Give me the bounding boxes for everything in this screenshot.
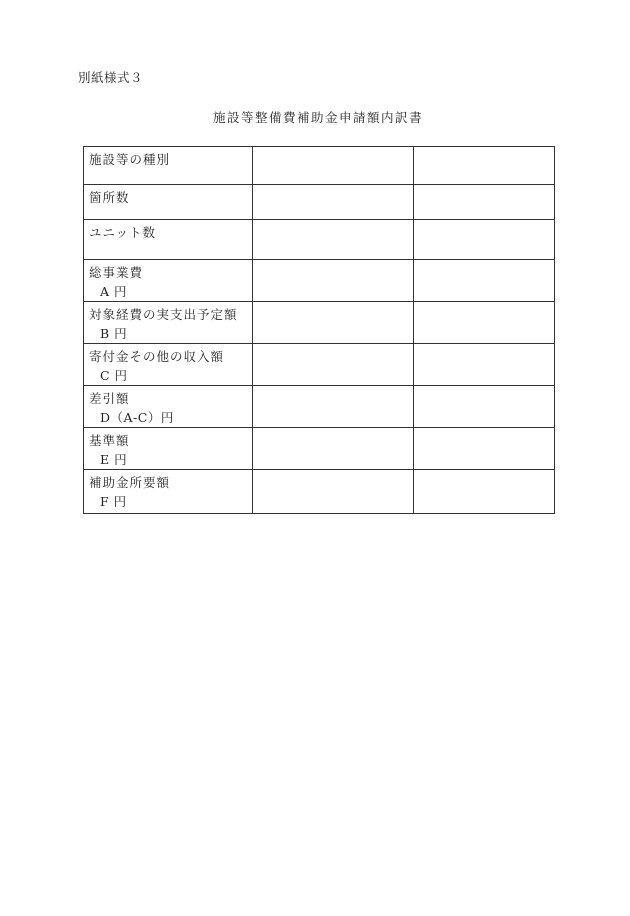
row-label: 補助金所要額 (89, 475, 171, 490)
row-label: 対象経費の実支出予定額 (89, 307, 238, 322)
table-row (84, 386, 555, 428)
value-cell[interactable] (253, 260, 414, 302)
value-cell[interactable] (253, 470, 414, 514)
value-cell[interactable] (414, 302, 555, 344)
row-label-cell (84, 185, 253, 220)
row-label: 総事業費 (89, 265, 144, 280)
row-label-cell (84, 220, 253, 260)
form-number-label: 別紙様式３ (78, 70, 144, 85)
table-row (84, 147, 555, 185)
row-sublabel: A 円 (100, 284, 128, 299)
row-label: 基準額 (89, 433, 130, 448)
row-label: 寄付金その他の収入額 (89, 349, 225, 364)
row-label-cell (84, 428, 253, 470)
value-cell[interactable] (414, 470, 555, 514)
value-cell[interactable] (414, 344, 555, 386)
value-cell[interactable] (253, 344, 414, 386)
row-label-cell (84, 470, 253, 514)
row-label: ユニット数 (89, 225, 157, 240)
row-label-cell (84, 386, 253, 428)
value-cell[interactable] (253, 428, 414, 470)
table-row (84, 260, 555, 302)
table-row (84, 302, 555, 344)
row-label-cell (84, 302, 253, 344)
table-row (84, 428, 555, 470)
value-cell[interactable] (414, 147, 555, 185)
value-cell[interactable] (253, 185, 414, 220)
row-sublabel: C 円 (100, 368, 128, 383)
value-cell[interactable] (253, 302, 414, 344)
row-label-cell (84, 147, 253, 185)
breakdown-table (83, 146, 555, 514)
document-title: 施設等整備費補助金申請額内訳書 (212, 110, 423, 125)
value-cell[interactable] (253, 147, 414, 185)
row-sublabel: B 円 (100, 326, 128, 341)
row-sublabel: F 円 (100, 494, 127, 509)
table-row (84, 185, 555, 220)
table-row (84, 470, 555, 514)
table-row (84, 344, 555, 386)
value-cell[interactable] (253, 220, 414, 260)
value-cell[interactable] (414, 260, 555, 302)
value-cell[interactable] (414, 428, 555, 470)
value-cell[interactable] (414, 185, 555, 220)
value-cell[interactable] (414, 386, 555, 428)
table-row (84, 220, 555, 260)
row-label: 箇所数 (89, 190, 130, 205)
row-label: 施設等の種別 (89, 152, 171, 167)
row-label: 差引額 (89, 391, 130, 406)
value-cell[interactable] (414, 220, 555, 260)
row-label-cell (84, 344, 253, 386)
value-cell[interactable] (253, 386, 414, 428)
row-label-cell (84, 260, 253, 302)
row-sublabel: D（A-C）円 (100, 410, 174, 425)
row-sublabel: E 円 (100, 452, 128, 467)
